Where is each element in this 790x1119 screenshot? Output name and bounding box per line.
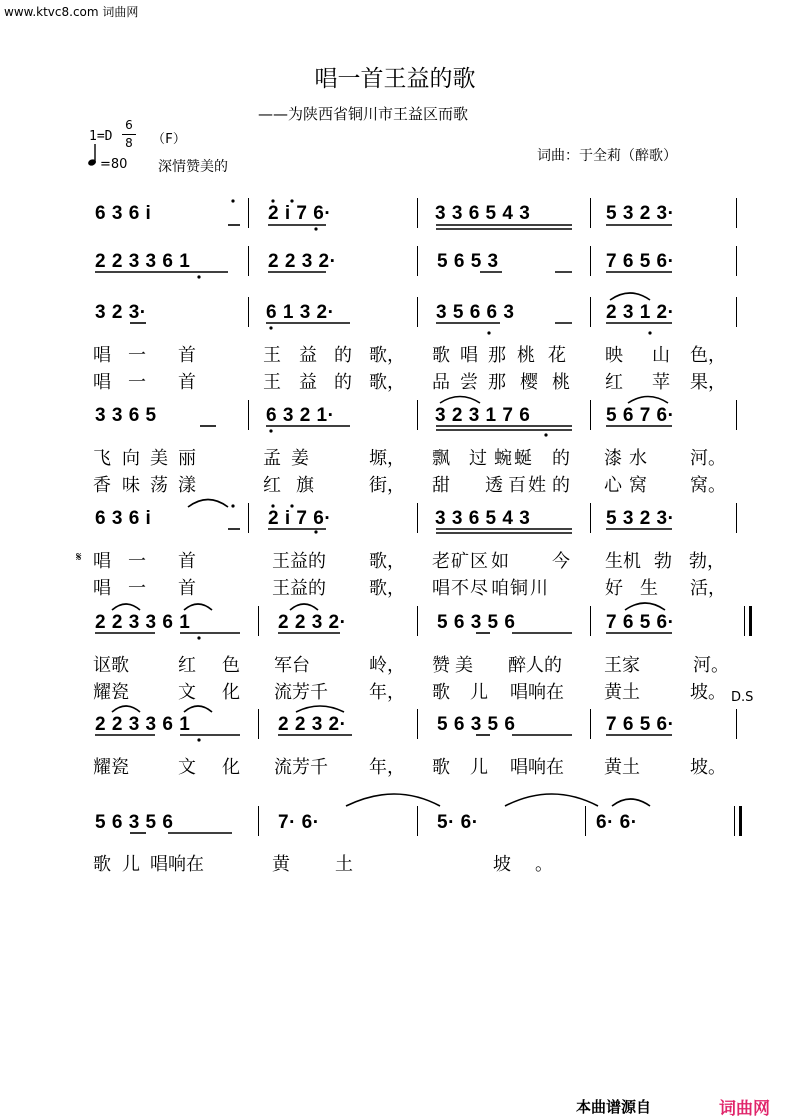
lyric: 樱: [520, 372, 538, 393]
measure: 5 6 3 5 6: [437, 612, 516, 633]
lyric: 年，: [369, 757, 405, 778]
measure: 2 3 1 2·: [606, 302, 675, 323]
lyric: 透: [485, 475, 503, 496]
lyric: 甜: [432, 475, 450, 496]
measure: 2 2 3 2·: [278, 612, 347, 633]
lyric: 化: [222, 757, 240, 778]
lyric: 坡。: [690, 757, 726, 778]
measure: 6· 6·: [596, 812, 638, 833]
lyric: 飞: [93, 448, 111, 469]
lyric: 岭，: [369, 655, 405, 676]
lyric: 儿: [122, 854, 140, 875]
lyric: 尝: [460, 372, 478, 393]
lyric: 。: [535, 854, 553, 875]
lyric: 赞: [432, 655, 450, 676]
lyric: 那: [488, 345, 506, 366]
lyric: 歌: [432, 757, 450, 778]
lyric: 一: [128, 372, 146, 393]
lyric: 唱: [93, 345, 111, 366]
lyric: 漆: [604, 448, 622, 469]
lyric: 文: [178, 682, 196, 703]
lyric: 窝: [629, 475, 647, 496]
lyric: 川: [530, 578, 548, 599]
lyric: 丽: [178, 448, 196, 469]
lyric: 歌: [432, 345, 450, 366]
lyric: 军台: [274, 655, 310, 676]
footer-site-logo[interactable]: 词曲网: [719, 1099, 770, 1119]
measure: 6 3 6 i: [95, 508, 152, 529]
lyric: 唱: [93, 578, 111, 599]
lyric: 流芳千: [274, 682, 328, 703]
lyric: 唱响在: [150, 854, 204, 875]
measure: 2 2 3 3 6 1: [95, 714, 191, 735]
lyric: 坡: [493, 854, 511, 875]
lyric: 黄土: [604, 757, 640, 778]
lyric: 如: [491, 551, 509, 572]
lyric: 漾: [178, 475, 196, 496]
lyric: 尽: [470, 578, 488, 599]
measure: 5 6 5 3: [437, 251, 499, 272]
lyric: 坡。: [690, 682, 726, 703]
measure: 5 6 7 6·: [606, 405, 675, 426]
lyric: 塬，: [369, 448, 405, 469]
lyric: 歌: [432, 682, 450, 703]
lyric: 红: [605, 372, 623, 393]
song-subtitle: ——为陕西省铜川市王益区而歌: [258, 105, 469, 123]
lyric: 首: [178, 578, 196, 599]
lyric: 咱: [491, 578, 509, 599]
lyric: 映: [605, 345, 623, 366]
lyric: 窝。: [690, 475, 726, 496]
measure: 5 3 2 3·: [606, 203, 675, 224]
lyric: 矿: [451, 551, 469, 572]
measure: 5 3 2 3·: [606, 508, 675, 529]
footer-source-label: 本曲谱源自: [576, 1098, 652, 1116]
lyric: 荡: [150, 475, 168, 496]
lyric: 红: [178, 655, 196, 676]
lyric: 色，: [690, 345, 726, 366]
lyric: 桃: [517, 345, 535, 366]
lyric: 果，: [690, 372, 726, 393]
lyric: 讴歌: [93, 655, 129, 676]
measure: 7 6 5 6·: [606, 251, 675, 272]
measure: 3 3 6 5 4 3: [435, 203, 531, 224]
lyric: 飘: [432, 448, 450, 469]
lyric: 河。: [690, 448, 726, 469]
lyric: 孟: [263, 448, 281, 469]
lyric: 歌: [93, 854, 111, 875]
lyric: 那: [488, 372, 506, 393]
lyric: 土: [335, 854, 353, 875]
measure: 6 3 6 i: [95, 203, 152, 224]
lyric: 的: [552, 448, 570, 469]
lyric: 王家: [604, 655, 640, 676]
lyric: 一: [128, 345, 146, 366]
measure: 2 2 3 3 6 1: [95, 612, 191, 633]
lyric: 唱响在: [510, 682, 564, 703]
segno-sign: 𝄋: [76, 550, 82, 565]
lyric: 红: [263, 475, 281, 496]
song-title: 唱一首王益的歌: [314, 66, 476, 92]
measure: 2 2 3 2·: [268, 251, 337, 272]
lyric: 街，: [369, 475, 405, 496]
lyric: 唱: [93, 372, 111, 393]
lyric: 一: [128, 551, 146, 572]
time-signature-top: 6: [125, 118, 133, 132]
measure: 2 i 7 6·: [268, 203, 332, 224]
lyric: 化: [222, 682, 240, 703]
lyric: 年，: [369, 682, 405, 703]
lyric: 黄: [272, 854, 290, 875]
lyric: 儿: [470, 682, 488, 703]
lyric: 首: [178, 551, 196, 572]
lyric: 一: [128, 578, 146, 599]
measure: 3 2 3 1 7 6: [435, 405, 531, 426]
lyric: 河。: [693, 655, 729, 676]
lyric: 旗: [296, 475, 314, 496]
lyric: 儿: [470, 757, 488, 778]
lyric: 王: [263, 345, 281, 366]
lyric: 蜒: [514, 448, 532, 469]
measure: 2 i 7 6·: [268, 508, 332, 529]
lyric: 味: [122, 475, 140, 496]
lyric: 流芳千: [274, 757, 328, 778]
lyric: 王益的: [272, 578, 326, 599]
lyric: 苹: [652, 372, 670, 393]
lyric: 香: [93, 475, 111, 496]
lyric: 耀瓷: [93, 757, 129, 778]
lyric: 花: [548, 345, 566, 366]
lyric: 山: [652, 345, 670, 366]
lyric: 美: [455, 655, 473, 676]
measure: 2 2 3 3 6 1: [95, 251, 191, 272]
measure: 5· 6·: [437, 812, 479, 833]
lyric: 心: [604, 475, 622, 496]
lyric: 文: [178, 757, 196, 778]
lyric: 过: [469, 448, 487, 469]
mode-label: （F）: [152, 132, 186, 147]
measure: 3 3 6 5: [95, 405, 157, 426]
lyric: 铜: [510, 578, 528, 599]
lyric: 百: [508, 475, 526, 496]
lyric: 益: [299, 372, 317, 393]
lyric: 今: [552, 551, 570, 572]
lyric: 色: [222, 655, 240, 676]
lyric: 姓: [528, 475, 546, 496]
lyric: 勃，: [689, 551, 725, 572]
measure: 3 5 6 6 3: [436, 302, 515, 323]
lyric: 歌，: [369, 372, 405, 393]
lyric: 水: [629, 448, 647, 469]
lyric: 醉人的: [508, 655, 562, 676]
lyric: 首: [178, 345, 196, 366]
lyric: 王: [263, 372, 281, 393]
expression-mark: 深情赞美的: [158, 159, 228, 175]
measure: 6 3 2 1·: [266, 405, 335, 426]
lyric: 生机: [605, 551, 641, 572]
measure: 3 2 3·: [95, 302, 147, 323]
measure: 7· 6·: [278, 812, 320, 833]
time-signature-bottom: 8: [125, 136, 133, 150]
tempo-mark: =80: [100, 157, 128, 172]
lyric: 首: [178, 372, 196, 393]
lyric: 品: [432, 372, 450, 393]
measure: 5 6 3 5 6: [437, 714, 516, 735]
lyric: 向: [122, 448, 140, 469]
lyric: 唱: [432, 578, 450, 599]
lyric: 美: [150, 448, 168, 469]
lyric: 老: [432, 551, 450, 572]
lyric: 歌，: [369, 345, 405, 366]
measure: 2 2 3 2·: [278, 714, 347, 735]
lyric: 王益的: [272, 551, 326, 572]
lyric: 不: [451, 578, 469, 599]
lyric: 蜿: [494, 448, 512, 469]
lyric: 区: [470, 551, 488, 572]
lyric: 益: [299, 345, 317, 366]
lyric: 歌，: [369, 578, 405, 599]
lyric: 黄土: [604, 682, 640, 703]
lyric: 活，: [690, 578, 726, 599]
lyric: 唱响在: [510, 757, 564, 778]
lyric: 的: [334, 372, 352, 393]
lyric: 桃: [552, 372, 570, 393]
lyric: 耀瓷: [93, 682, 129, 703]
lyric: 好: [605, 578, 623, 599]
measure: 7 6 5 6·: [606, 612, 675, 633]
lyric: 唱: [93, 551, 111, 572]
lyric: 的: [552, 475, 570, 496]
lyric: 唱: [460, 345, 478, 366]
key-signature: 1=D: [89, 129, 113, 144]
measure: 5 6 3 5 6: [95, 812, 174, 833]
lyric: 的: [334, 345, 352, 366]
measure: 7 6 5 6·: [606, 714, 675, 735]
lyricist-composer-credit: 词曲：于全莉（醉歌）: [537, 148, 677, 164]
watermark: www.ktvc8.com 词曲网: [4, 5, 139, 19]
measure: 3 3 6 5 4 3: [435, 508, 531, 529]
lyric: 歌，: [369, 551, 405, 572]
measure: 6 1 3 2·: [266, 302, 335, 323]
dal-segno-mark: D.S: [731, 690, 754, 705]
lyric: 姜: [291, 448, 309, 469]
lyric: 勃: [654, 551, 672, 572]
lyric: 生: [640, 578, 658, 599]
